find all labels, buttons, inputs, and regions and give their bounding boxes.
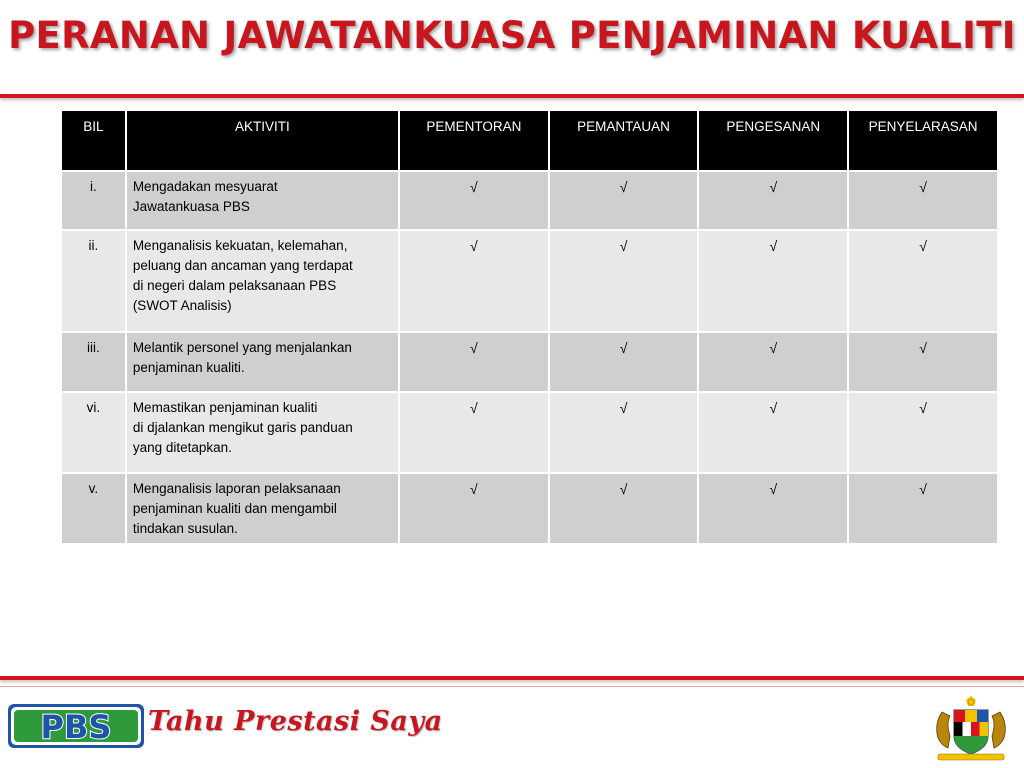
check-mark: √	[550, 474, 698, 543]
check-mark: √	[699, 172, 847, 229]
activity-cell: Memastikan penjaminan kualiti di djalankan mengikut garis panduan yang ditetapkan.	[127, 393, 398, 472]
slide-title: PERANAN JAWATANKUASA PENJAMINAN KUALITI	[8, 14, 1016, 57]
table-row	[62, 172, 997, 229]
check-mark: √	[400, 393, 548, 472]
check-mark: √	[699, 474, 847, 543]
row-number: vi.	[62, 393, 125, 472]
bottom-divider-thin	[0, 686, 1024, 687]
row-number: v.	[62, 474, 125, 543]
table-row	[62, 231, 997, 331]
top-divider	[0, 94, 1024, 98]
check-mark: √	[849, 231, 997, 331]
table-row	[62, 474, 997, 543]
header-penyelarasan: PENYELARASAN	[849, 111, 997, 170]
header-pengesanan: PENGESANAN	[699, 111, 847, 170]
pbs-logo-text: PBS	[40, 708, 112, 746]
header-pementoran: PEMENTORAN	[400, 111, 548, 170]
check-mark: √	[550, 393, 698, 472]
tagline: Tahu Prestasi Saya	[148, 706, 443, 737]
activity-cell: Mengadakan mesyuarat Jawatankuasa PBS	[127, 172, 398, 229]
table-row	[62, 333, 997, 391]
pbs-logo	[8, 704, 144, 748]
header-pemantauan: PEMANTAUAN	[550, 111, 698, 170]
check-mark: √	[400, 474, 548, 543]
activity-cell: Melantik personel yang menjalankan penjaminan kualiti.	[127, 333, 398, 391]
table-header-row	[62, 111, 997, 170]
bottom-divider	[0, 676, 1024, 680]
check-mark: √	[400, 172, 548, 229]
row-number: i.	[62, 172, 125, 229]
check-mark: √	[550, 333, 698, 391]
check-mark: √	[699, 231, 847, 331]
header-bil: BIL	[62, 111, 125, 170]
check-mark: √	[849, 474, 997, 543]
roles-table	[60, 109, 999, 545]
activity-cell: Menganalisis laporan pelaksanaan penjaminan kualiti dan mengambil tindakan susulan.	[127, 474, 398, 543]
row-number: ii.	[62, 231, 125, 331]
check-mark: √	[550, 231, 698, 331]
check-mark: √	[849, 172, 997, 229]
check-mark: √	[400, 231, 548, 331]
check-mark: √	[400, 333, 548, 391]
check-mark: √	[550, 172, 698, 229]
check-mark: √	[849, 393, 997, 472]
check-mark: √	[699, 333, 847, 391]
malaysia-coat-of-arms-icon	[928, 696, 1014, 762]
table-row	[62, 393, 997, 472]
check-mark: √	[849, 333, 997, 391]
header-aktiviti: AKTIVITI	[127, 111, 398, 170]
activity-cell: Menganalisis kekuatan, kelemahan, peluang dan ancaman yang terdapat di negeri dalam pelaksanaan PBS (SWOT Analisis)	[127, 231, 398, 331]
row-number: iii.	[62, 333, 125, 391]
check-mark: √	[699, 393, 847, 472]
